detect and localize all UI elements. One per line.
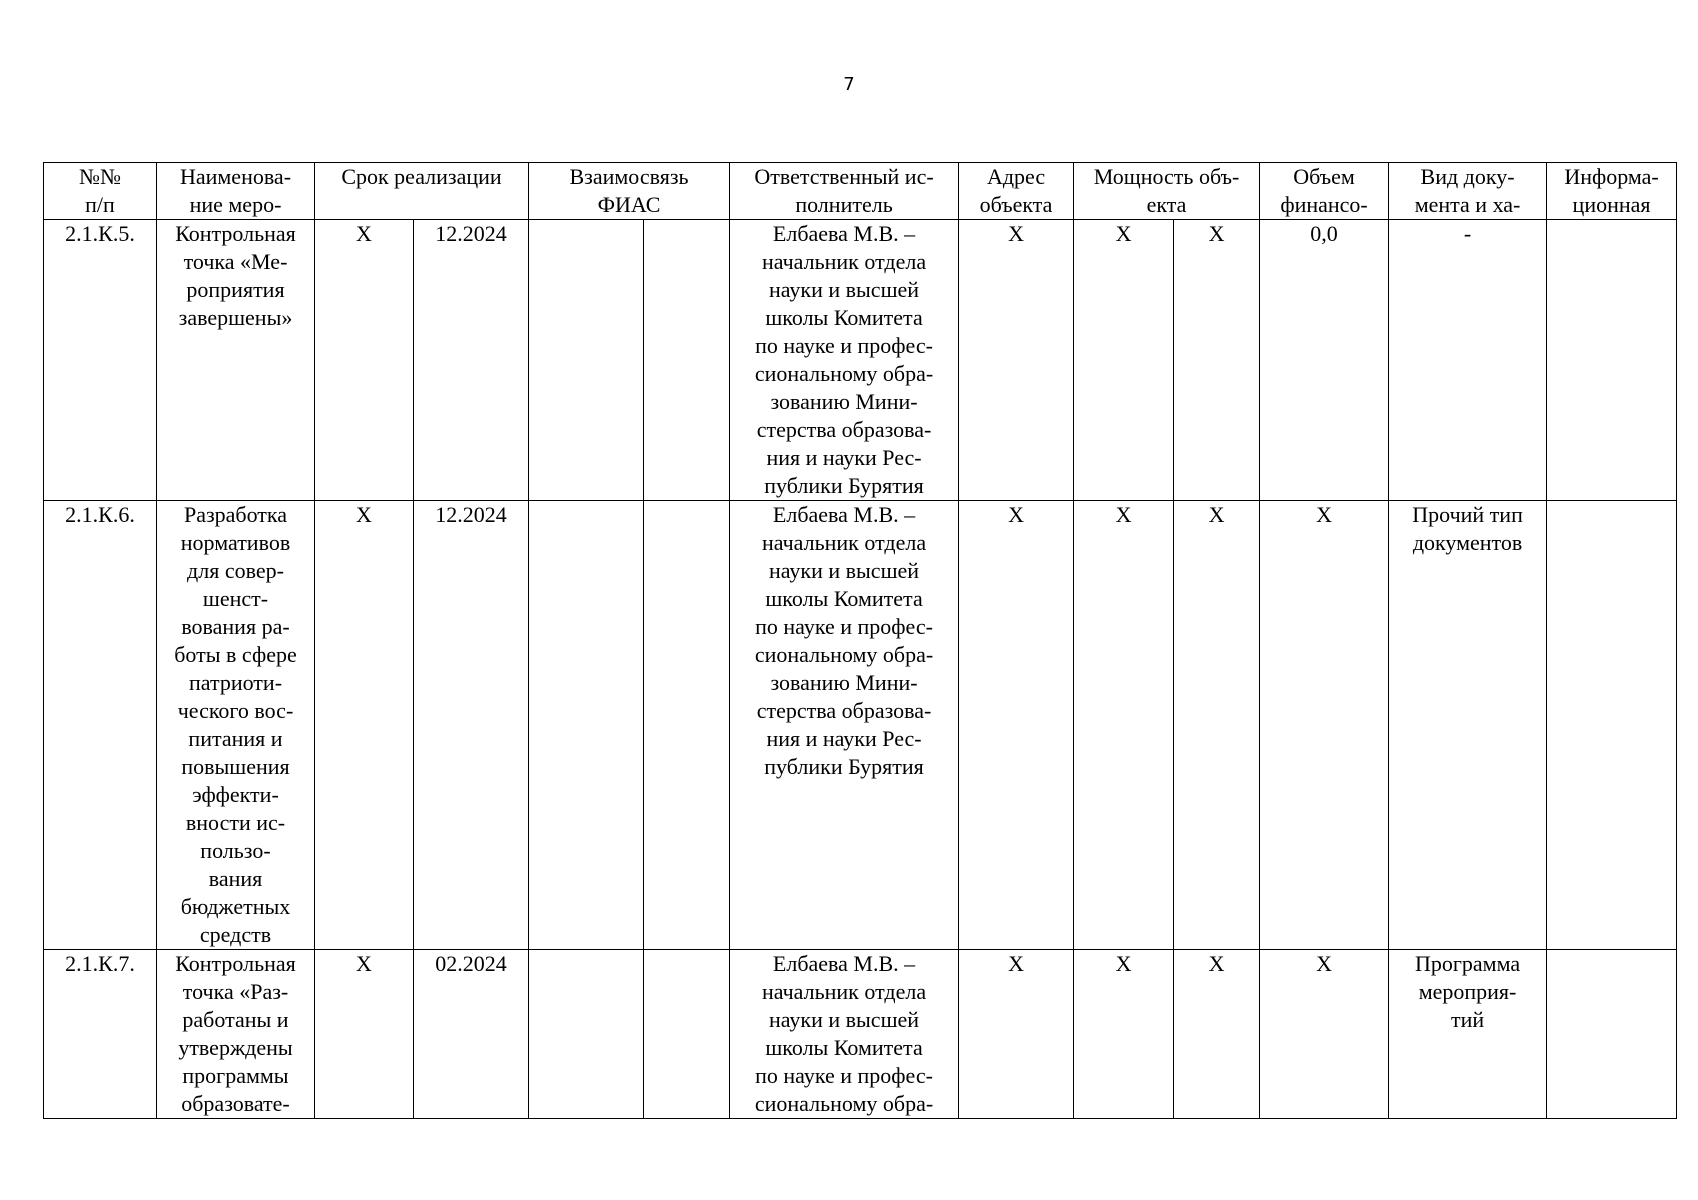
cell-capacity-1: Х <box>1074 220 1174 501</box>
cell-end: 02.2024 <box>414 950 529 1119</box>
table-row <box>44 501 1677 950</box>
header-fias: Взаимосвязь ФИАС <box>529 163 730 220</box>
header-capacity: Мощность объ- екта <box>1074 163 1260 220</box>
header-address: Адрес объекта <box>959 163 1074 220</box>
header-finance: Объем финансо- <box>1260 163 1389 220</box>
header-info: Информа- ционная <box>1547 163 1677 220</box>
table-row <box>44 220 1677 501</box>
cell-info <box>1547 220 1677 501</box>
header-doc-type: Вид доку- мента и ха- <box>1389 163 1547 220</box>
plan-table <box>43 162 1677 1119</box>
cell-address: Х <box>959 220 1074 501</box>
cell-capacity-2: Х <box>1174 220 1260 501</box>
cell-capacity-1: Х <box>1074 950 1174 1119</box>
cell-address: Х <box>959 950 1074 1119</box>
cell-end: 12.2024 <box>414 220 529 501</box>
cell-fias-1 <box>529 950 644 1119</box>
cell-finance: Х <box>1260 950 1389 1119</box>
cell-doc-type: - <box>1389 220 1547 501</box>
table-header-row <box>44 163 1677 220</box>
table-row <box>44 950 1677 1119</box>
cell-doc-type: Прочий тип документов <box>1389 501 1547 950</box>
cell-capacity-2: Х <box>1174 950 1260 1119</box>
cell-name: Разработка нормативов для совер- шенст- вования ра- боты в сфере патриоти- ческого вос- питания и повышения эффекти- вности ис- пользо- вания бюджетных средств <box>157 501 315 950</box>
cell-fias-1 <box>529 501 644 950</box>
cell-number: 2.1.К.5. <box>44 220 157 501</box>
cell-fias-2 <box>644 950 730 1119</box>
cell-fias-2 <box>644 220 730 501</box>
cell-start: Х <box>315 501 414 950</box>
cell-start: Х <box>315 950 414 1119</box>
cell-end: 12.2024 <box>414 501 529 950</box>
cell-start: Х <box>315 220 414 501</box>
cell-capacity-2: Х <box>1174 501 1260 950</box>
page-number: 7 <box>843 74 855 95</box>
cell-address: Х <box>959 501 1074 950</box>
cell-info <box>1547 501 1677 950</box>
cell-fias-2 <box>644 501 730 950</box>
cell-name: Контрольная точка «Ме- роприятия завершены» <box>157 220 315 501</box>
cell-number: 2.1.К.6. <box>44 501 157 950</box>
cell-fias-1 <box>529 220 644 501</box>
cell-finance: 0,0 <box>1260 220 1389 501</box>
header-responsible: Ответственный ис- полнитель <box>730 163 959 220</box>
cell-number: 2.1.К.7. <box>44 950 157 1119</box>
cell-doc-type: Программа мероприя- тий <box>1389 950 1547 1119</box>
cell-info <box>1547 950 1677 1119</box>
cell-responsible: Елбаева М.В. – начальник отдела науки и высшей школы Комитета по науке и профес- сиональному обра- зованию Мини- стерства образова- ния и науки Рес- публики Бурятия <box>730 501 959 950</box>
cell-capacity-1: Х <box>1074 501 1174 950</box>
cell-name: Контрольная точка «Раз- работаны и утверждены программы образовате- <box>157 950 315 1119</box>
cell-responsible: Елбаева М.В. – начальник отдела науки и высшей школы Комитета по науке и профес- сиональному обра- <box>730 950 959 1119</box>
header-term: Срок реализации <box>315 163 529 220</box>
cell-finance: Х <box>1260 501 1389 950</box>
cell-responsible: Елбаева М.В. – начальник отдела науки и высшей школы Комитета по науке и профес- сиональному обра- зованию Мини- стерства образова- ния и науки Рес- публики Бурятия <box>730 220 959 501</box>
header-name: Наименова- ние меро- <box>157 163 315 220</box>
header-number: №№ п/п <box>44 163 157 220</box>
